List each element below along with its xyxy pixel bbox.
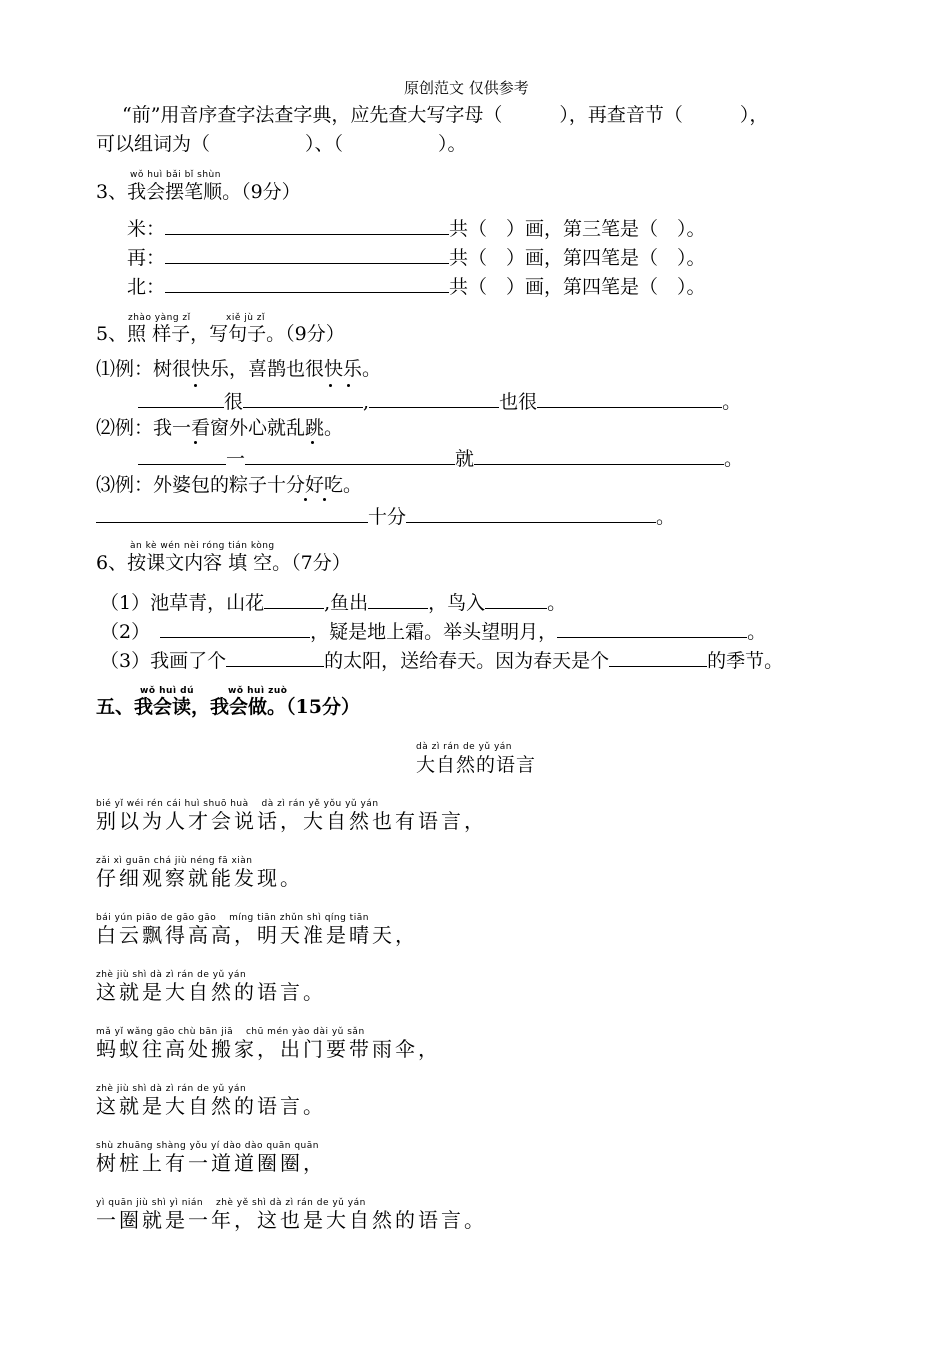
q5-word: 十分 [368,506,407,528]
q5-word: 也很 [499,391,538,413]
answer-line[interactable] [245,446,455,465]
answer-line[interactable] [474,446,724,465]
q3-row-char: 米： [127,218,166,240]
q6-title: 6、按课文内容 填 空。（7分） [96,552,351,574]
q6-text: （2） [100,621,151,643]
poem-pinyin: bié yǐ wéi rén cái huì shuō huà dà zì rán yě yǒu yǔ yán [96,799,379,809]
q6-pinyin: àn kè wén nèi róng tián kòng [130,541,275,551]
poem-pinyin: zhè jiù shì dà zì rán de yǔ yán [96,1084,247,1094]
poem-pinyin: zǎi xì guān chá jiù néng fā xiàn [96,856,253,866]
q6-text: 。 [547,592,567,614]
poem-pinyin: zhè jiù shì dà zì rán de yǔ yán [96,970,247,980]
emphasis-dot [323,498,326,501]
answer-line[interactable] [264,590,324,609]
q6-text: （3）我画了个 [100,650,227,672]
q3-row-2 [127,245,706,269]
poem-line: 一圈就是一年，这也是大自然的语言。 [96,1208,487,1232]
page-header: 原创范文 仅供参考 [404,79,529,97]
emphasis-dot [311,441,314,444]
poem-title-pinyin: dà zì rán de yǔ yán [416,742,513,752]
q5-end: 。 [656,506,676,528]
answer-line[interactable] [485,590,547,609]
question-intro-line1: “前”用音序查字法查字典，应先查大写字母（ ），再查音节（ ）， [122,104,769,126]
answer-line[interactable] [160,619,310,638]
q3-row-tail: 共（ ）画，第四笔是（ ）。 [449,276,706,298]
emphasis-dot [194,384,197,387]
q5-example-1: ⑴例：树很快乐，喜鹊也很快乐。 [96,358,382,380]
q5-end: 。 [724,448,744,470]
q5-answer-1 [138,389,741,413]
section5-pinyin-1: wǒ huì dú [140,686,195,696]
q6-line-2 [100,619,766,643]
q6-text: 。 [747,621,767,643]
q6-text: 的季节。 [707,650,784,672]
q6-text: ，疑是地上霜。举头望明月， [310,621,558,643]
answer-line[interactable] [369,389,499,408]
answer-line[interactable] [609,648,707,667]
poem-line: 仔细观察就能发现。 [96,866,303,890]
q5-end: 。 [722,391,742,413]
q5-title: 5、照 样子，写句子。（9分） [96,323,345,345]
poem-line: 蚂蚁往高处搬家，出门要带雨伞， [96,1037,441,1061]
q5-example-2: ⑵例：我一看窗外心就乱跳。 [96,417,344,439]
question-intro-line2: 可以组词为（ ）、（ ）。 [96,133,467,155]
q3-row-3 [127,274,706,298]
poem-line: 别以为人才会说话，大自然也有语言， [96,809,487,833]
q5-word: 很 [224,391,244,413]
q3-row-tail: 共（ ）画，第三笔是（ ）。 [449,218,706,240]
answer-line[interactable] [165,216,449,235]
answer-line[interactable] [557,619,747,638]
q5-pinyin-1: zhào yàng zǐ [128,313,191,323]
poem-title: 大自然的语言 [416,754,537,776]
emphasis-dot [329,384,332,387]
answer-line[interactable] [226,648,324,667]
poem-line: 树桩上有一道道圈圈， [96,1151,326,1175]
poem-pinyin: yì quān jiù shì yì nián zhè yě shì dà zì rán de yǔ yán [96,1198,366,1208]
q3-row-char: 北： [127,276,166,298]
q5-answer-2 [138,446,743,470]
emphasis-dot [304,498,307,501]
q3-row-tail: 共（ ）画，第四笔是（ ）。 [449,247,706,269]
q5-word: , [363,391,370,413]
answer-line[interactable] [165,274,449,293]
q5-word: 一 [226,448,246,470]
q3-row-char: 再： [127,247,166,269]
poem-line: 这就是大自然的语言。 [96,1094,326,1118]
emphasis-dot [194,441,197,444]
section5-title: 五、我会读，我会做。（15分） [96,696,360,718]
answer-line[interactable] [406,504,656,523]
q6-text: （1）池草青，山花 [100,592,265,614]
q6-text: ,鱼出 [324,592,369,614]
q3-pinyin: wǒ huì bǎi bǐ shùn [130,170,221,180]
q6-line-1 [100,590,566,614]
q6-text: ，鸟入 [428,592,486,614]
q5-word: 就 [455,448,475,470]
answer-line[interactable] [537,389,722,408]
answer-line[interactable] [368,590,428,609]
q5-answer-3 [96,504,675,528]
answer-line[interactable] [138,446,226,465]
section5-pinyin-2: wǒ huì zuò [228,686,288,696]
q6-line-3 [100,648,783,672]
q5-example-3: ⑶例：外婆包的粽子十分好吃。 [96,474,363,496]
poem-pinyin: shù zhuāng shàng yǒu yí dào dào quān quān [96,1141,319,1151]
poem-line: 这就是大自然的语言。 [96,980,326,1004]
answer-line[interactable] [243,389,363,408]
poem-pinyin: bái yún piāo de gāo gāo míng tiān zhǔn shì qíng tiān [96,913,369,923]
poem-line: 白云飘得高高，明天准是晴天， [96,923,418,947]
q3-title: 3、我会摆笔顺。（9分） [96,181,301,203]
q6-text: 的太阳，送给春天。因为春天是个 [324,650,610,672]
answer-line[interactable] [96,504,368,523]
emphasis-dot [347,384,350,387]
answer-line[interactable] [165,245,449,264]
answer-line[interactable] [138,389,224,408]
q3-row-1 [127,216,706,240]
poem-pinyin: mǎ yǐ wǎng gāo chù bān jiā chū mén yào dài yǔ sǎn [96,1027,365,1037]
q5-pinyin-2: xiě jù zǐ [226,313,266,323]
